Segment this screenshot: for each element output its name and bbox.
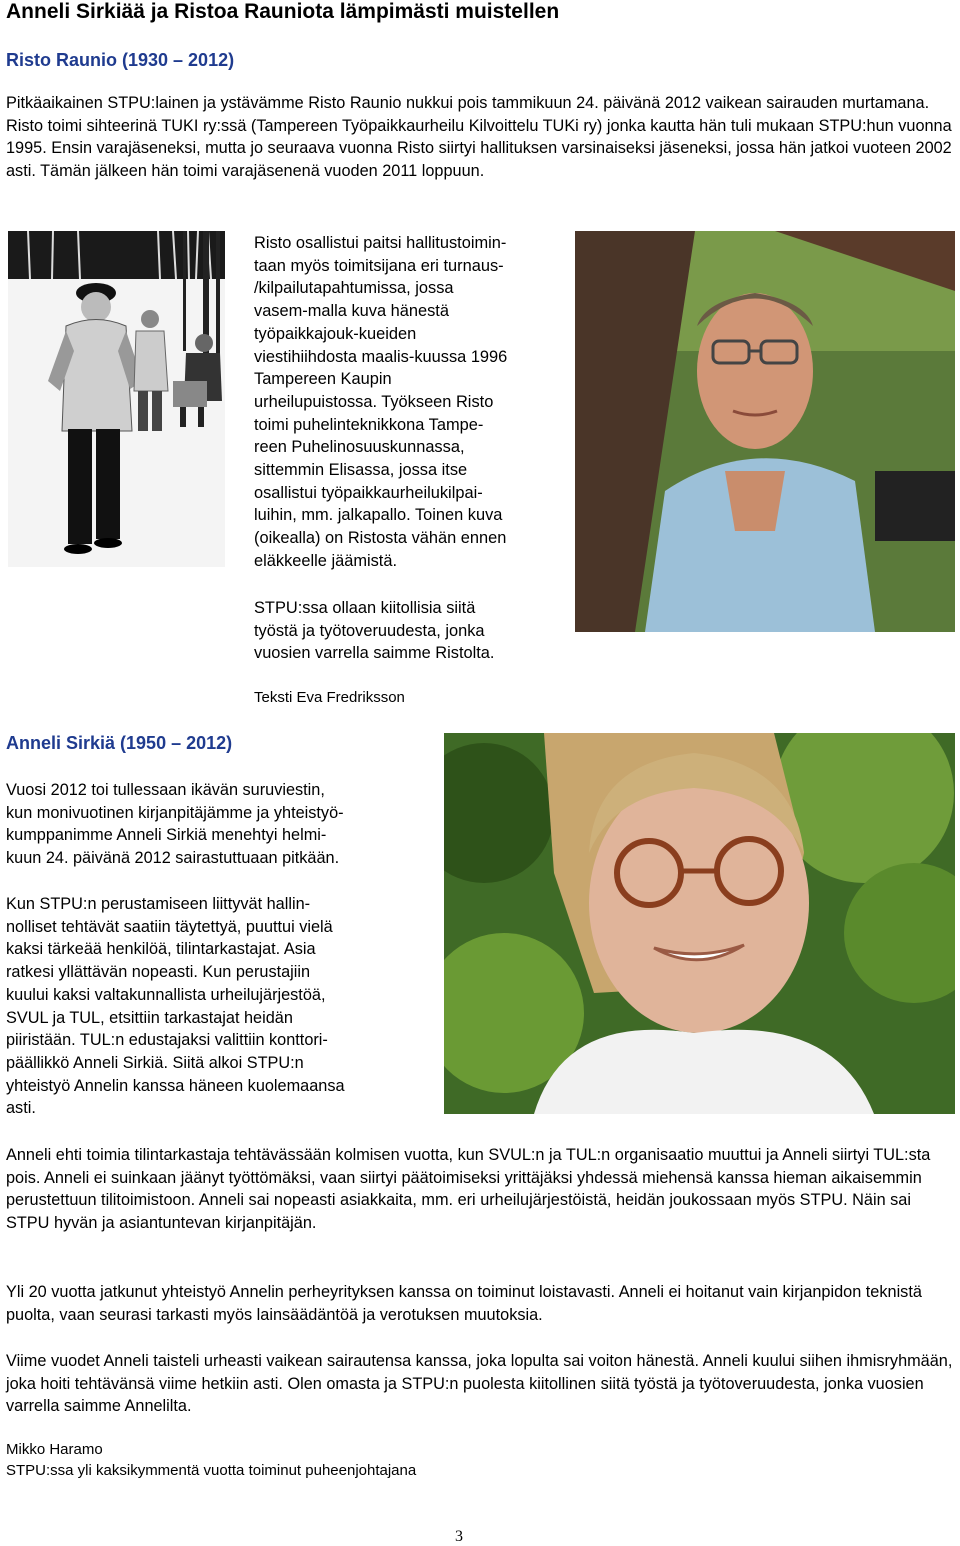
text-line: taan myös toimitsijana eri turnaus-	[254, 256, 504, 275]
risto-portrait-photo	[575, 231, 955, 632]
risto-ski-event-photo	[8, 231, 225, 567]
text-line: Tampereen Kaupin	[254, 370, 392, 389]
anneli-paragraph-5: Viime vuodet Anneli taisteli urheasti vaikean sairautensa kanssa, joka lopulta sai voiton hänestä. Anneli kuului siihen ihmisryhmään, joka hoiti tehtävänsä viime hetkiin asti. Olen omasta ja STPU:n puolesta kiitollinen siitä työstä ja työtoveruudesta, jonka vuosien varrella saimme Annelilta.	[6, 1352, 953, 1416]
text-line: piiristään. TUL:n edustajaksi valittiin konttori-	[6, 1031, 328, 1050]
text-line: vasem-malla kuva hänestä	[254, 302, 449, 321]
page-title: Anneli Sirkiää ja Ristoa Rauniota lämpimästi muistellen	[6, 0, 560, 23]
text-line: nolliset tehtävät saatiin täytettyä, puuttui vielä	[6, 917, 333, 936]
text-line: kuun 24. päivänä 2012 sairastuttuaan pitkään.	[6, 849, 340, 868]
text-line: /kilpailutapahtumissa, jossa	[254, 279, 454, 298]
risto-thanks-text	[254, 597, 574, 665]
color-photo-illustration	[575, 231, 955, 632]
text-line: (oikealla) on Ristosta vähän ennen	[254, 529, 507, 548]
anneli-portrait-photo	[444, 733, 955, 1114]
text-line: kaksi tärkeää henkilöä, tilintarkastajat. Asia	[6, 940, 316, 959]
risto-author: Teksti Eva Fredriksson	[254, 689, 405, 706]
text-line: päällikkö Anneli Sirkiä. Siitä alkoi STPU:n	[6, 1053, 304, 1072]
risto-heading: Risto Raunio (1930 – 2012)	[6, 50, 235, 70]
anneli-paragraph-4: Yli 20 vuotta jatkunut yhteistyö Annelin perheyrityksen kanssa on toiminut loistavasti. Anneli ei hoitanut vain kirjanpidon teknistä puolta, vaan seurasi tarkasti myös lainsäädäntöä ja verotuksen muutoksia.	[6, 1283, 922, 1324]
text-line: Vuosi 2012 toi tullessaan ikävän suruviestin,	[6, 781, 325, 799]
text-line: Kun STPU:n perustamiseen liittyvät hallin-	[6, 895, 311, 913]
text-line: asti.	[6, 1099, 36, 1118]
anneli-heading: Anneli Sirkiä (1950 – 2012)	[6, 733, 233, 753]
anneli-paragraph-3: Anneli ehti toimia tilintarkastaja tehtävässään kolmisen vuotta, kun SVUL:n ja TUL:n organisaatio muuttui ja Anneli siirtyi TUL:sta pois. Anneli ei suinkaan jäänyt työttömäksi, vaan siirtyi päätoimiseksi yrittäjäksi yhdessä miehensä kanssa hieman aikaisemmin perustettuun tilitoimistoon. Anneli sai nopeasti asiakkaita, mm. eri urheilujärjestöistä, heidän joukossaan myös STPU. Näin sai STPU hyvän ja asiantuntevan kirjanpitäjän.	[6, 1146, 931, 1233]
text-line: luihin, mm. jalkapallo. Toinen kuva	[254, 506, 503, 525]
text-line: osallistui työpaikkaurheilukilpai-	[254, 483, 483, 502]
text-line: eläkkeelle jäämistä.	[254, 551, 398, 570]
anneli-paragraph-2	[6, 893, 436, 1120]
risto-column-text	[254, 232, 574, 573]
page-number: 3	[455, 1528, 463, 1545]
text-line: viestihiihdosta maalis-kuussa 1996	[254, 347, 508, 366]
text-line: kumppanimme Anneli Sirkiä menehtyi helmi-	[6, 826, 327, 845]
text-line: reen Puhelinosuuskunnassa,	[254, 438, 465, 457]
text-line: Risto osallistui paitsi hallitustoimin-	[254, 234, 507, 252]
text-line: kun monivuotinen kirjanpitäjämme ja yhteistyö-	[6, 803, 344, 822]
text-line: vuosien varrella saimme Ristolta.	[254, 644, 495, 663]
text-line: SVUL ja TUL, etsittiin tarkastajat heidän	[6, 1008, 293, 1027]
text-line: urheilupuistossa. Työkseen Risto	[254, 392, 494, 411]
bw-photo-illustration	[8, 231, 225, 567]
text-line: yhteistyö Annelin kanssa häneen kuolemaansa	[6, 1076, 345, 1095]
text-line: työpaikkajouk-kueiden	[254, 324, 417, 343]
text-line: ratkesi yllättävän nopeasti. Kun perustajiin	[6, 963, 311, 982]
risto-intro: Pitkäaikainen STPU:lainen ja ystävämme Risto Raunio nukkui pois tammikuun 24. päivänä 2012 vaikean sairauden murtamana. Risto toimi sihteerinä TUKI ry:ssä (Tampereen Työpaikkaurheilu Kilvoittelu TUKi ry) jonka kautta hän tuli mukaan STPU:hun vuonna 1995. Ensin varajäseneksi, mutta jo seuraava vuonna Risto siirtyi hallituksen varsinaiseksi jäseneksi, jossa hän jatkoi vuoteen 2002 asti. Tämän jälkeen hän toimi varajäsenenä vuoden 2011 loppuun.	[6, 94, 952, 181]
text-line: sittemmin Elisassa, jossa itse	[254, 461, 468, 480]
signature-name: Mikko Haramo	[6, 1441, 103, 1458]
text-line: STPU:ssa ollaan kiitollisia siitä	[254, 599, 476, 617]
color-photo-illustration	[444, 733, 955, 1114]
anneli-paragraph-1	[6, 779, 436, 870]
text-line: kuului kaksi valtakunnallista urheilujärjestöä,	[6, 985, 326, 1004]
text-line: työstä ja työtoveruudesta, jonka	[254, 621, 485, 640]
text-line: toimi puhelinteknikkona Tampe-	[254, 415, 484, 434]
signature-role: STPU:ssa yli kaksikymmentä vuotta toiminut puheenjohtajana	[6, 1462, 417, 1479]
